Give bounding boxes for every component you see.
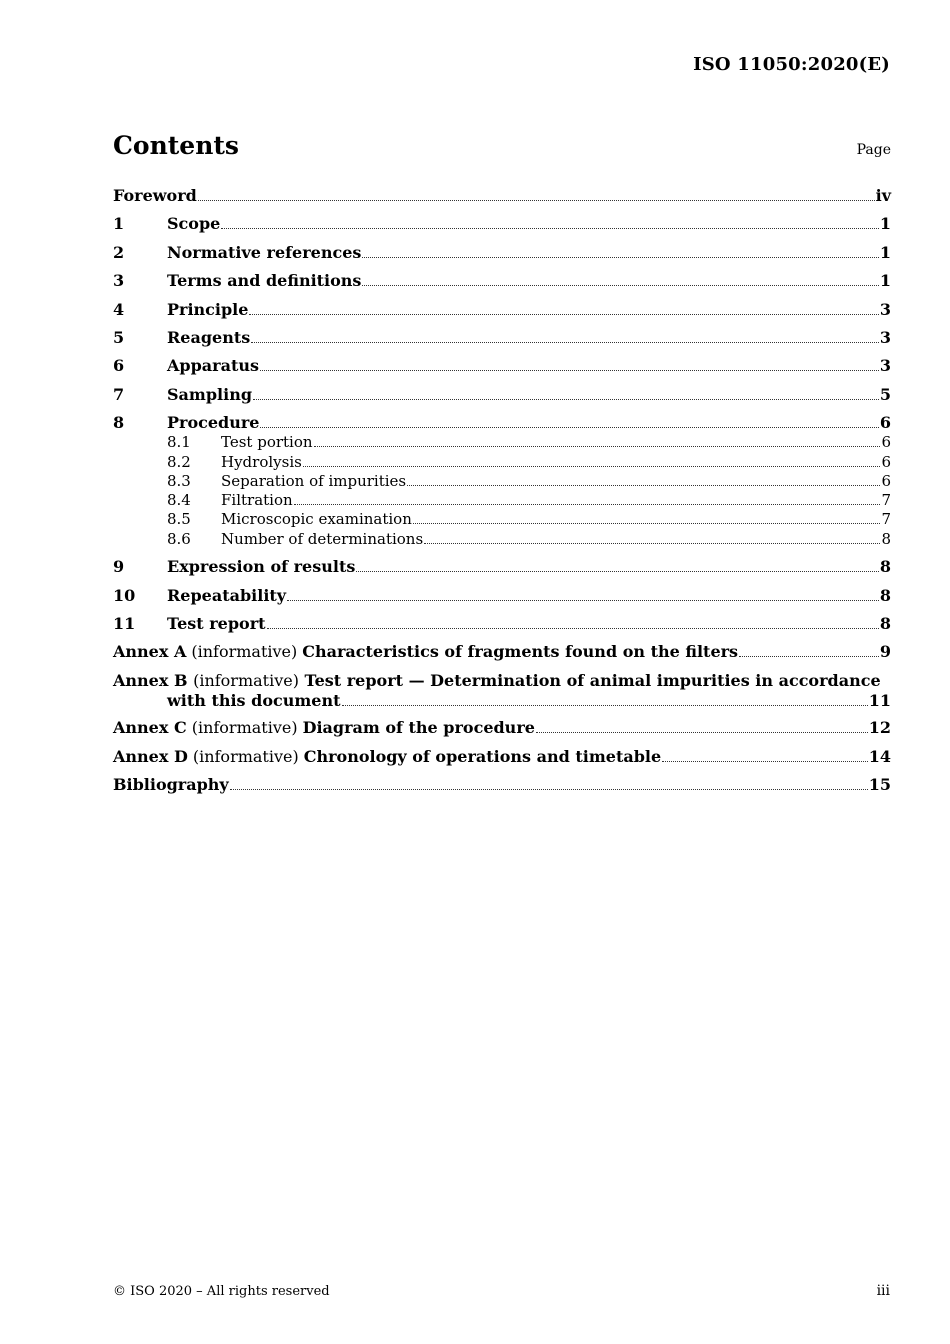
toc-entry-label: Test report <box>167 614 266 633</box>
toc-entry-number: 3 <box>113 271 125 290</box>
toc-entry-number: 8 <box>113 413 125 432</box>
toc-entry-label: Terms and definitions <box>167 271 362 290</box>
toc-entry-procedure[interactable] <box>113 413 891 433</box>
copyright-notice: © ISO 2020 – All rights reserved <box>113 1284 330 1299</box>
toc-entry-annex-c[interactable] <box>113 718 891 738</box>
leader-dots <box>287 600 879 601</box>
toc-entry-label: Sampling <box>167 385 253 404</box>
toc-entry-number: 6 <box>113 356 125 375</box>
leader-dots <box>662 761 868 762</box>
toc-entry-scope[interactable] <box>113 214 891 234</box>
leader-dots <box>739 656 879 657</box>
toc-entry-number: 9 <box>113 557 125 576</box>
toc-subentry-microscopic-examination[interactable] <box>113 509 891 529</box>
toc-entry-label: Apparatus <box>167 356 259 375</box>
toc-subentry-number-of-determinations[interactable] <box>113 529 891 549</box>
leader-dots <box>314 446 881 447</box>
toc-entry-number: 2 <box>113 243 125 262</box>
toc-entry-annex-b[interactable] <box>113 671 891 711</box>
leader-dots <box>362 257 878 258</box>
toc-entry-page: 6 <box>881 472 891 490</box>
toc-entry-page: 7 <box>881 510 891 528</box>
toc-entry-page: 6 <box>881 453 891 471</box>
leader-dots <box>362 285 878 286</box>
toc-entry-number: 8.1 <box>167 433 191 451</box>
toc-entry-label: Reagents <box>167 328 251 347</box>
leader-dots <box>253 399 879 400</box>
annex-type: (informative) <box>191 642 298 661</box>
annex-prefix: Annex D <box>113 747 188 766</box>
toc-entry-page: 8 <box>879 614 891 633</box>
toc-entry-label: Bibliography <box>113 775 229 794</box>
annex-type: (informative) <box>192 747 299 766</box>
toc-entry-number: 4 <box>113 300 125 319</box>
toc-entry-label: Principle <box>167 300 249 319</box>
toc-entry-number: 8.3 <box>167 472 191 490</box>
toc-entry-label: Normative references <box>167 243 362 262</box>
toc-entry-number: 7 <box>113 385 125 404</box>
leader-dots <box>198 200 875 201</box>
toc-entry-label: Separation of impurities <box>221 472 407 490</box>
toc-subentry-test-portion[interactable] <box>113 432 891 452</box>
toc-entry-foreword[interactable] <box>113 186 891 206</box>
toc-entry-page: 8 <box>879 586 891 605</box>
toc-entry-test-report[interactable] <box>113 614 891 634</box>
toc-entry-number: 1 <box>113 214 125 233</box>
annex-prefix: Annex B <box>113 671 188 690</box>
leader-dots <box>536 732 868 733</box>
toc-entry-number: 11 <box>113 614 136 633</box>
toc-entry-label: Repeatability <box>167 586 287 605</box>
toc-entry-annex-a[interactable] <box>113 642 891 662</box>
toc-subentry-separation-of-impurities[interactable] <box>113 471 891 491</box>
toc-entry-page: 7 <box>881 491 891 509</box>
toc-entry-page: iv <box>875 186 891 205</box>
toc-entry-page: 1 <box>879 214 891 233</box>
toc-entry-label: Filtration <box>221 491 293 509</box>
leader-dots <box>267 628 879 629</box>
toc-entry-label: Characteristics of fragments found on the filters <box>302 642 739 661</box>
toc-entry-label: Procedure <box>167 413 260 432</box>
document-id: ISO 11050:2020(E) <box>693 54 890 75</box>
toc-entry-label: Microscopic examination <box>221 510 412 528</box>
toc-entry-page: 8 <box>881 530 891 548</box>
toc-entry-page: 12 <box>868 718 891 737</box>
toc-entry-page: 1 <box>879 243 891 262</box>
toc-entry-repeatability[interactable] <box>113 586 891 606</box>
leader-dots <box>303 466 881 467</box>
toc-entry-page: 1 <box>879 271 891 290</box>
leader-dots <box>356 571 879 572</box>
toc-entry-number: 8.5 <box>167 510 191 528</box>
toc-entry-label: Chronology of operations and timetable <box>303 747 662 766</box>
toc-entry-reagents[interactable] <box>113 328 891 348</box>
annex-type: (informative) <box>191 718 298 737</box>
annex-prefix: Annex A <box>113 642 187 661</box>
leader-dots <box>230 789 868 790</box>
page-column-label: Page <box>856 142 891 158</box>
leader-dots <box>407 485 880 486</box>
leader-dots <box>342 705 868 706</box>
toc-entry-principle[interactable] <box>113 300 891 320</box>
toc-subentry-filtration[interactable] <box>113 490 891 510</box>
toc-entry-page: 11 <box>868 691 891 710</box>
toc-entry-label-continued: with this document <box>167 691 341 710</box>
toc-entry-label: Hydrolysis <box>221 453 302 471</box>
leader-dots <box>221 228 879 229</box>
leader-dots <box>424 543 880 544</box>
toc-entry-page: 6 <box>881 433 891 451</box>
toc-entry-page: 5 <box>879 385 891 404</box>
toc-entry-page: 9 <box>879 642 891 661</box>
toc-entry-label: Number of determinations <box>221 530 424 548</box>
toc-entry-page: 3 <box>879 300 891 319</box>
annex-prefix: Annex C <box>113 718 187 737</box>
toc-entry-page: 8 <box>879 557 891 576</box>
leader-dots <box>413 523 881 524</box>
toc-entry-label: Foreword <box>113 186 197 205</box>
toc-entry-label: Test portion <box>221 433 313 451</box>
leader-dots <box>260 427 878 428</box>
toc-entry-label: Scope <box>167 214 221 233</box>
page-title: Contents <box>113 131 240 160</box>
toc-entry-page: 3 <box>879 356 891 375</box>
toc-entry-number: 5 <box>113 328 125 347</box>
leader-dots <box>249 314 878 315</box>
page-number: iii <box>876 1283 890 1299</box>
leader-dots <box>294 504 881 505</box>
toc-entry-page: 6 <box>879 413 891 432</box>
toc-entry-page: 3 <box>879 328 891 347</box>
toc-entry-normative-references[interactable] <box>113 243 891 263</box>
toc-subentry-hydrolysis[interactable] <box>113 452 891 472</box>
toc-entry-number: 8.2 <box>167 453 191 471</box>
toc-entry-terms-and-definitions[interactable] <box>113 271 891 291</box>
toc-entry-label: Diagram of the procedure <box>302 718 535 737</box>
toc-entry-number: 10 <box>113 586 136 605</box>
toc-entry-bibliography[interactable] <box>113 775 891 795</box>
toc-entry-label: Test report — Determination of animal impurities in accordance <box>304 671 881 690</box>
toc-entry-number: 8.4 <box>167 491 191 509</box>
toc-entry-number: 8.6 <box>167 530 191 548</box>
toc-entry-annex-d[interactable] <box>113 747 891 767</box>
toc-entry-page: 15 <box>868 775 891 794</box>
toc-entry-sampling[interactable] <box>113 385 891 405</box>
toc-entry-page: 14 <box>868 747 891 766</box>
toc-entry-expression-of-results[interactable] <box>113 557 891 577</box>
toc-entry-label: Expression of results <box>167 557 356 576</box>
toc-entry-apparatus[interactable] <box>113 356 891 376</box>
leader-dots <box>251 342 879 343</box>
leader-dots <box>260 370 879 371</box>
annex-type: (informative) <box>193 671 299 690</box>
